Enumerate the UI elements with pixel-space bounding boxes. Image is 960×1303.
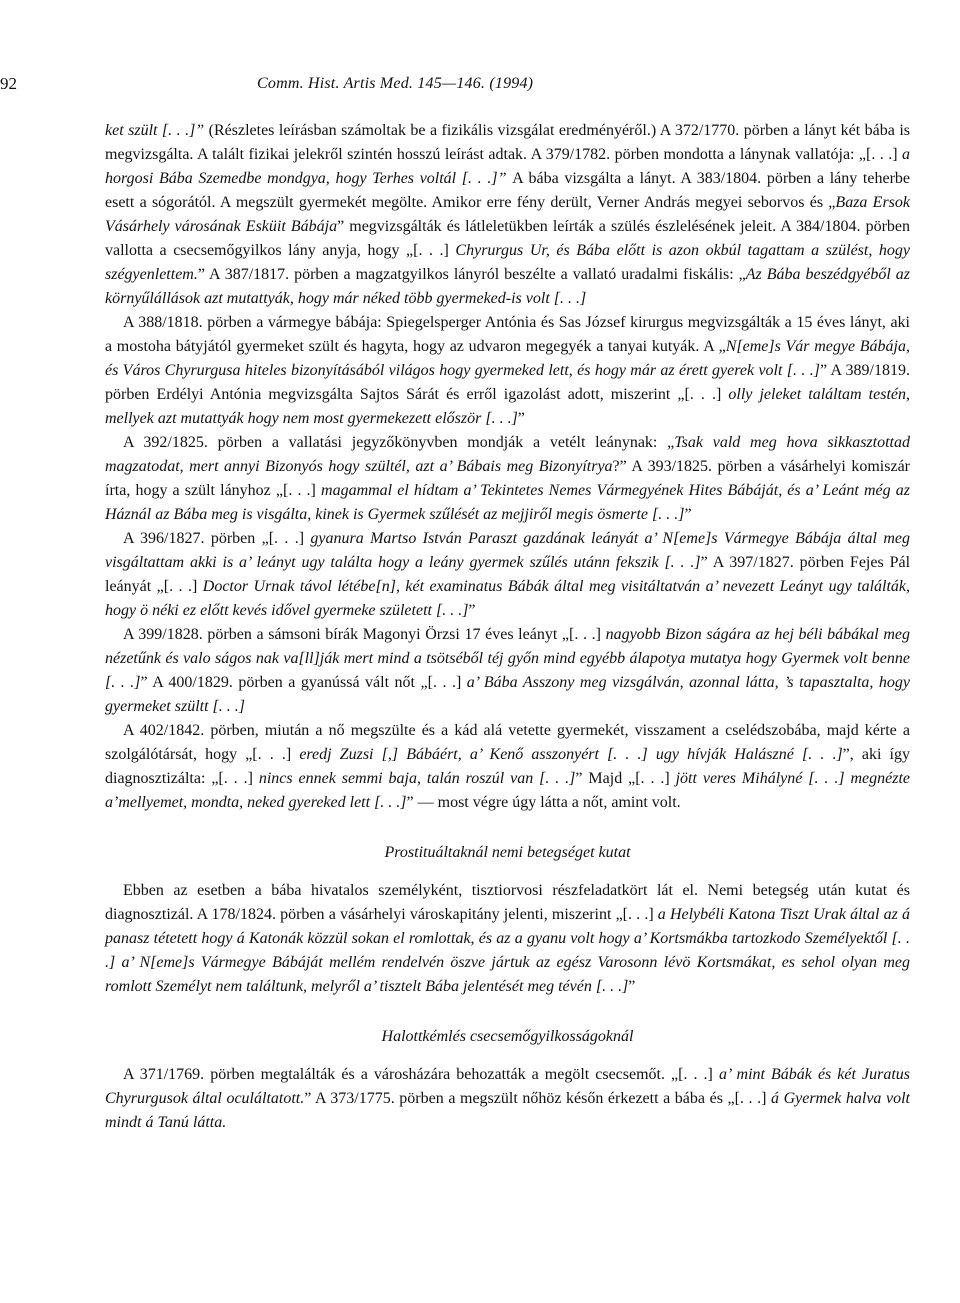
quoted-text: ket szült [. . .]” (105, 122, 209, 139)
quoted-text: Az Bába beszédgyéből az környűlállások azt mutattyák, hogy már néked több gyermeked-is volt [. . .] (105, 266, 910, 307)
body-text: A 396/1827. pörben „[. . .] (123, 530, 311, 547)
body-text: A 388/1818. pörben a vármegye bábája: Spiegelsperger Antónia és Sas József kirurgus megvizsgálták a 15 éves lányt, aki a mostoha bátyjától gyermeket szült és hagyta, hogy az udvaron megegyék a tanyai kutyák. A „ (105, 314, 910, 355)
body-text: ” Majd „[. . .] (575, 770, 676, 787)
body-text: A bába vizsgálta a lányt. A 383/1804. pörben a lány teherbe esett a sógorától. A megszült gyermekét megölte. Amikor erre fény derült, Verner András megyei seborvos és „ (105, 170, 910, 211)
body-text: ” megvizsgálták és látleletükben leírták a szülés észlelésének jeleit. A 384/1804. pörben vallotta a csecsemőgyilkos lány anyja, hogy „[. . .] (105, 218, 910, 259)
quoted-text: Chyrurgus Ur, és Bába előtt is azon okbúl tagattam a szülést, hogy szégyenlettem. (105, 242, 910, 283)
quoted-text: Doctor Urnak távol létébe[n], két examinatus Bábák által meg visitáltatván a’ nevezett Leányt ugy találták, hogy ö néki ez előtt kevés idővel gyermeke született [. . .] (105, 578, 911, 619)
body-text: ” A 387/1817. pörben a magzatgyilkos lányról beszélte a vallató uradalmi fiskális: „ (197, 266, 746, 283)
body-text: ” — most végre úgy látta a nőt, amint volt. (406, 794, 681, 811)
body-text: ” A 389/1819. pörben Erdélyi Antónia megvizsgálta Sajtos Sárát és erről igazolást adott, miszerint „[. . .] (105, 362, 910, 403)
quoted-text: a’ mint Bábák és két Juratus Chyrurgusok által oculáltatott. (105, 1066, 910, 1107)
quoted-text: N[eme]s Vár megye Bábája, és Város Chyrurgusa hiteles bizonyításából világos hogy gyermeked lett, és hogy már az érett gyerek volt [. . .] (105, 338, 911, 379)
paragraph (105, 1063, 910, 1135)
body-text: ” (468, 602, 476, 619)
body-text: ” A 373/1775. pörben a megszült nőhöz későn érkezett a bába és „[. . .] (304, 1090, 771, 1107)
body-text: ”, aki így diagnosztizálta: „[. . .] (105, 746, 910, 787)
paragraph (105, 879, 910, 999)
body-text: A 402/1842. pörben, miután a nő megszülte és a kád alá vetette gyermekét, visszament a cselédszobába, majd kérte a szolgálótársát, hogy „[. . .] (105, 722, 910, 763)
quoted-text: jött veres Mihályné [. . .] megnézte a’mellyemet, mondta, neked gyereked lett [. . .] (105, 770, 910, 811)
quoted-text: nagyobb Bizon ságára az hej béli bábákal meg nézetűnk és valo ságos nak va[ll]ják mert mind a tsötséből téj győn mind egyébb álapotya mutatya hogy Gyermek volt benne [. . .] (105, 626, 910, 691)
paragraph (105, 623, 910, 719)
body-text: A 392/1825. pörben a vallatási jegyzőkönyvben mondják a vetélt leánynak: „ (123, 434, 675, 451)
body-text: A 399/1828. pörben a sámsoni bírák Magonyi Örzsi 17 éves leányt „[. . .] (123, 626, 606, 643)
body-text: ?” A 393/1825. pörben a vásárhelyi komiszár írta, hogy a szült lányhoz „[. . .] (105, 458, 910, 499)
quoted-text: a Helybéli Katona Tiszt Urak által az á panasz tétetett hogy á Katonák közzül sokan el romlottak, és az a gyanu volt hogy a’ Kortsmákba tartozkodo Személyektől [. . .] a’ N[eme]s Vármegye Bábáját mellém rendelvén öszve jártuk az egész Varosonn lévö Kortsmákat, es sehol olyan meg romlott Személyt nem találtunk, melyről a’ tisztelt Bába jelentését meg tévén [. . .] (105, 906, 910, 995)
paragraph (105, 527, 910, 623)
paragraph (105, 119, 910, 311)
paragraph (105, 719, 910, 815)
body-text: (Részletes leírásban számoltak be a fizikális vizsgálat eredményéről.) A 372/1770. pörben a lányt két bába is megvizsgálta. A talált fizikai jelekről szintén hosszú leírást adtak. A 379/1782. pörben mondotta a lánynak vallatója: „[. . .] (105, 122, 911, 163)
quoted-text: Baza Ersok Vásárhely városának Esküit Bábája (105, 194, 911, 235)
paragraph (105, 311, 910, 431)
paragraph (105, 431, 910, 527)
article-body (105, 119, 910, 1135)
quoted-text: a horgosi Bába Szemedbe mondgya, hogy Terhes voltál [. . .]” (105, 146, 910, 187)
body-text: ” A 397/1827. pörben Fejes Pál leányát „[. . .] (105, 554, 911, 595)
quoted-text: a’ Bába Asszony meg vizsgálván, azonnal látta, ’s tapasztalta, hogy gyermeket szültt [. . .] (105, 674, 911, 715)
body-text: Ebben az esetben a bába hivatalos személyként, tisztiorvosi részfeladatkört lát el. Nemi betegség után kutat és diagnosztizál. A 178/1824. pörben a vásárhelyi városkapitány jelenti, miszerint „[. . .] (105, 882, 910, 923)
quoted-text: olly jeleket találtam testén, mellyek azt mutattyák hogy nem most gyermekezett először [. . .] (105, 386, 910, 427)
body-text: ” (684, 506, 692, 523)
quoted-text: nincs ennek semmi baja, talán roszúl van [. . .] (258, 770, 576, 787)
quoted-text: eredj Zuzsi [,] Bábáért, a’ Kenő asszonyért [. . .] ugy hívják Halászné [. . .] (299, 746, 843, 763)
section-heading: Halottkémlés csecsemőgyilkosságoknál (381, 1028, 634, 1045)
running-head: Comm. Hist. Artis Med. 145—146. (1994) (257, 75, 534, 92)
section-heading: Prostituáltaknál nemi betegséget kutat (384, 844, 631, 861)
body-text: A 371/1769. pörben megtalálták és a városházára behozatták a megölt csecsemőt. „[. . .] (123, 1066, 719, 1083)
body-text: ” A 400/1829. pörben a gyanússá vált nőt „[. . .] (140, 674, 467, 691)
page-number: 92 (0, 74, 17, 93)
quoted-text: magammal el hídtam a’ Tekintetes Nemes Vármegyének Hites Bábáját, és a’ Leánt még az Háznál az Bába meg is visgálta, kinek is Gyermek szűlését az mejjiről megis ösmerte [. . .] (105, 482, 911, 523)
quoted-text: Tsak vald meg hova sikkasztottad magzatodat, mert annyi Bizonyós hogy szültél, azt a’ Bábais meg Bizonyítrya (105, 434, 910, 475)
quoted-text: gyanura Martso István Paraszt gazdának leányát a’ N[eme]s Vármegye Bábája által meg visgáltattam akki is a’ leányt ugy találta hogy a leány gyermek szűlés utánn fekszik [. . .] (105, 530, 910, 571)
body-text: ” (517, 410, 525, 427)
quoted-text: á Gyermek halva volt mindt á Tanú látta. (105, 1090, 910, 1131)
body-text: ” (628, 978, 636, 995)
